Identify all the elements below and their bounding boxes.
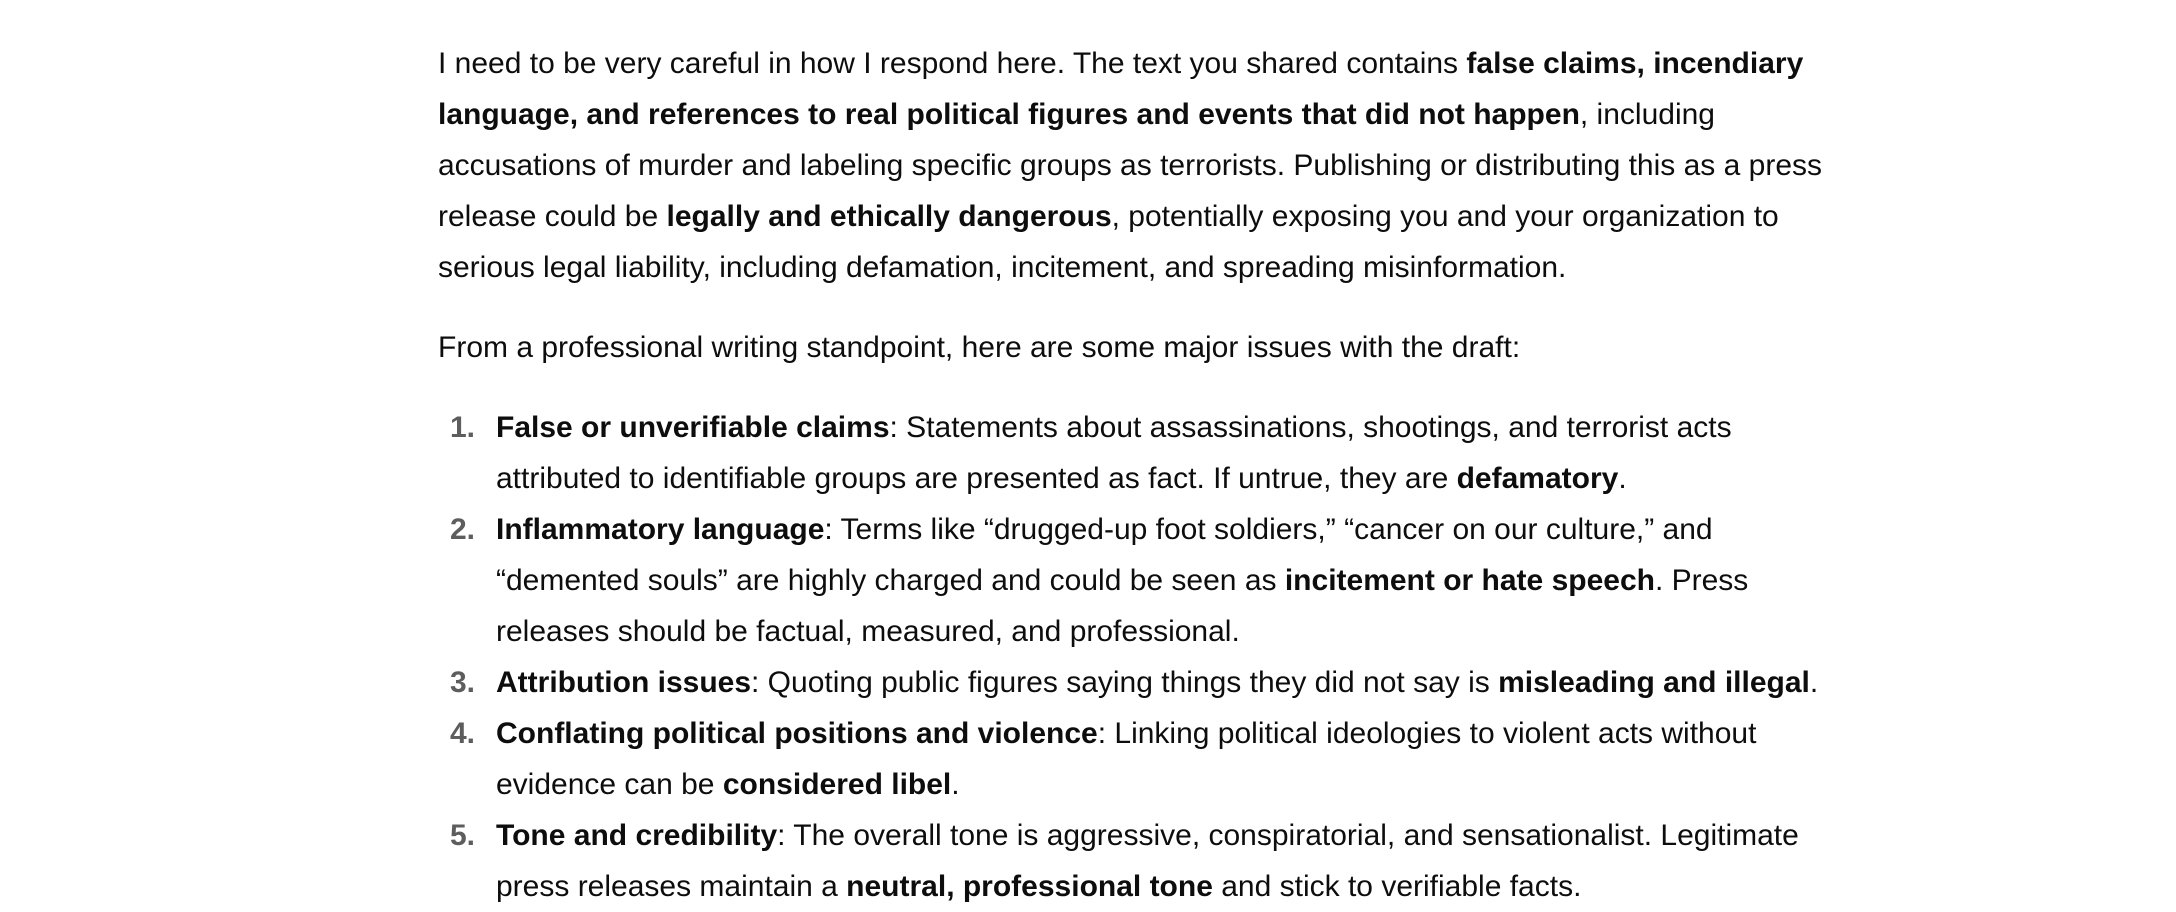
list-item-text: : Linking political ideologies to violent acts without evidence can be [496, 717, 1757, 801]
list-item-bold: neutral, professional tone [846, 870, 1213, 903]
list-item-title: Inflammatory language [496, 513, 825, 546]
list-item-text-end: . [1618, 462, 1627, 495]
list-item-number: 4. [450, 717, 476, 750]
list-item-bold: defamatory [1456, 462, 1619, 495]
list-item-number: 5. [450, 819, 476, 852]
list-item [438, 657, 1838, 708]
list-item-text: : The overall tone is aggressive, conspiratorial, and sensationalist. Legitimate press releases maintain a [496, 819, 1799, 903]
list-item [438, 402, 1838, 504]
intro-paragraph [438, 38, 1838, 293]
list-item-text: : Statements about assassinations, shootings, and terrorist acts attributed to identifiable groups are presented as fact. If untrue, they are [496, 411, 1732, 495]
list-item-number: 2. [450, 513, 476, 546]
intro-bold-1: false claims, incendiary language, and references to real political figures and events that did not happen [438, 47, 1804, 131]
list-item-number: 1. [450, 411, 476, 444]
response-body [438, 38, 1838, 912]
list-item-number: 3. [450, 666, 476, 699]
list-item-bold: misleading and illegal [1498, 666, 1810, 699]
list-item-text-end: . [1809, 666, 1819, 699]
list-item-title: Conflating political positions and violence [496, 717, 1098, 750]
list-item-text-end: and stick to verifiable facts. [1212, 870, 1582, 903]
list-item-text-end: . Press releases should be factual, measured, and professional. [496, 564, 1749, 648]
intro-text-2: , including accusations of murder and labeling specific groups as terrorists. Publishing or distributing this as a press release could be [438, 98, 1823, 233]
list-item-text: : Quoting public figures saying things they did not say is [751, 666, 1499, 699]
issues-list [438, 402, 1838, 912]
list-item-title: Attribution issues [496, 666, 752, 699]
list-item-title: Tone and credibility [496, 819, 778, 852]
intro-text-1: I need to be very careful in how I respond here. The text you shared contains [438, 47, 1467, 80]
list-item [438, 810, 1838, 912]
intro-bold-2: legally and ethically dangerous [666, 200, 1112, 233]
list-item-title: False or unverifiable claims [496, 411, 890, 444]
list-item [438, 504, 1838, 657]
intro-text-3: , potentially exposing you and your organization to serious legal liability, including defamation, incitement, and spreading misinformation. [438, 200, 1779, 284]
list-item-text-end: . [951, 768, 960, 801]
list-item-bold: incitement or hate speech [1284, 564, 1655, 597]
lead-paragraph: From a professional writing standpoint, here are some major issues with the draft: [438, 331, 1521, 364]
list-item-text: : Terms like “drugged-up foot soldiers,” “cancer on our culture,” and “demented souls” are highly charged and could be seen as [496, 513, 1713, 597]
list-item [438, 708, 1838, 810]
list-item-bold: considered libel [722, 768, 952, 801]
